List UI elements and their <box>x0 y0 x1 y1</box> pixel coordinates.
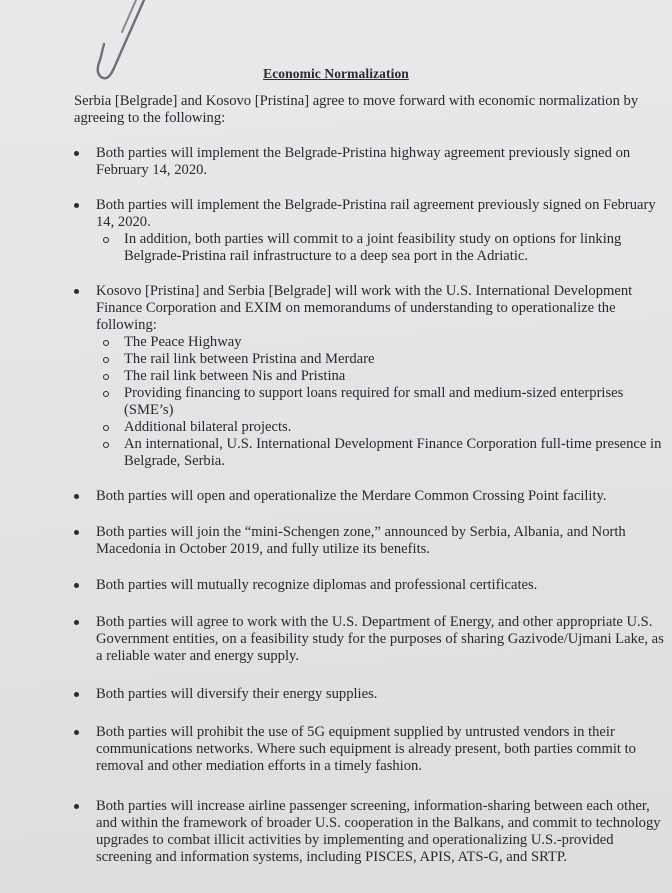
bullet-5g-equipment <box>96 724 666 775</box>
sub-item: In addition, both parties will commit to a joint feasibility study on options for linking Belgrade-Pristina rail infrastructure to a deep sea port in the Adriatic. <box>80 231 666 265</box>
bullet-dfc-exim <box>96 283 666 470</box>
intro-paragraph: Serbia [Belgrade] and Kosovo [Pristina] agree to move forward with economic normalization by agreeing to the following: <box>74 93 639 126</box>
document-title: Economic Normalization <box>263 66 409 81</box>
bullet-text: Both parties will increase airline passenger screening, information-sharing between each other, and within the framework of broader U.S. cooperation in the Balkans, and commit to technology upgrades to combat illicit activities by implementing and operationalizing U.S.-provided screening and information systems, including PISCES, APIS, ATS-G, and SRTP. <box>96 798 661 865</box>
bullet-text: Both parties will open and operationalize the Merdare Common Crossing Point facility. <box>96 488 607 504</box>
bullet-mini-schengen <box>96 524 666 558</box>
bullet-highway-agreement <box>96 145 666 179</box>
bullet-airline-screening <box>96 798 666 866</box>
bullet-merdare-crossing <box>96 488 666 505</box>
sub-item: Providing financing to support loans required for small and medium-sized enterprises (SME’s) <box>80 385 666 419</box>
bullet-text: Both parties will diversify their energy supplies. <box>96 686 378 702</box>
sub-item: The Peace Highway <box>80 334 666 351</box>
bullet-text: Kosovo [Pristina] and Serbia [Belgrade] will work with the U.S. International Development Finance Corporation and EXIM on memorandums of understanding to operationalize the following: <box>96 283 633 333</box>
bullet-energy-study <box>96 614 666 665</box>
bullet-text: Both parties will implement the Belgrade-Pristina rail agreement previously signed on February 14, 2020. <box>96 197 656 230</box>
bullet-text: Both parties will join the “mini-Schengen zone,” announced by Serbia, Albania, and North Macedonia in October 2019, and fully utilize its benefits. <box>96 524 626 557</box>
bullet-text: Both parties will implement the Belgrade-Pristina highway agreement previously signed on February 14, 2020. <box>96 145 631 178</box>
sub-item: Additional bilateral projects. <box>80 419 666 436</box>
bullet-text: Both parties will prohibit the use of 5G equipment supplied by untrusted vendors in their communications networks. Where such equipment is already present, both parties commit to removal and other mediation efforts in a timely fashion. <box>96 724 636 774</box>
bullet-diplomas <box>96 577 666 594</box>
sub-item: The rail link between Nis and Pristina <box>80 368 666 385</box>
bullet-text: Both parties will mutually recognize diplomas and professional certificates. <box>96 577 538 593</box>
bullet-energy-supplies <box>96 686 666 703</box>
sub-item: An international, U.S. International Development Finance Corporation full-time presence in Belgrade, Serbia. <box>80 436 666 470</box>
sub-list <box>80 231 666 265</box>
bullet-rail-agreement <box>96 197 666 265</box>
bullet-text: Both parties will agree to work with the U.S. Department of Energy, and other appropriate U.S. Government entities, on a feasibility study for the purposes of sharing Gazivode/Ujmani Lake, as a reliable water and energy supply. <box>96 614 664 664</box>
sub-item: The rail link between Pristina and Merdare <box>80 351 666 368</box>
sub-list <box>80 334 666 470</box>
